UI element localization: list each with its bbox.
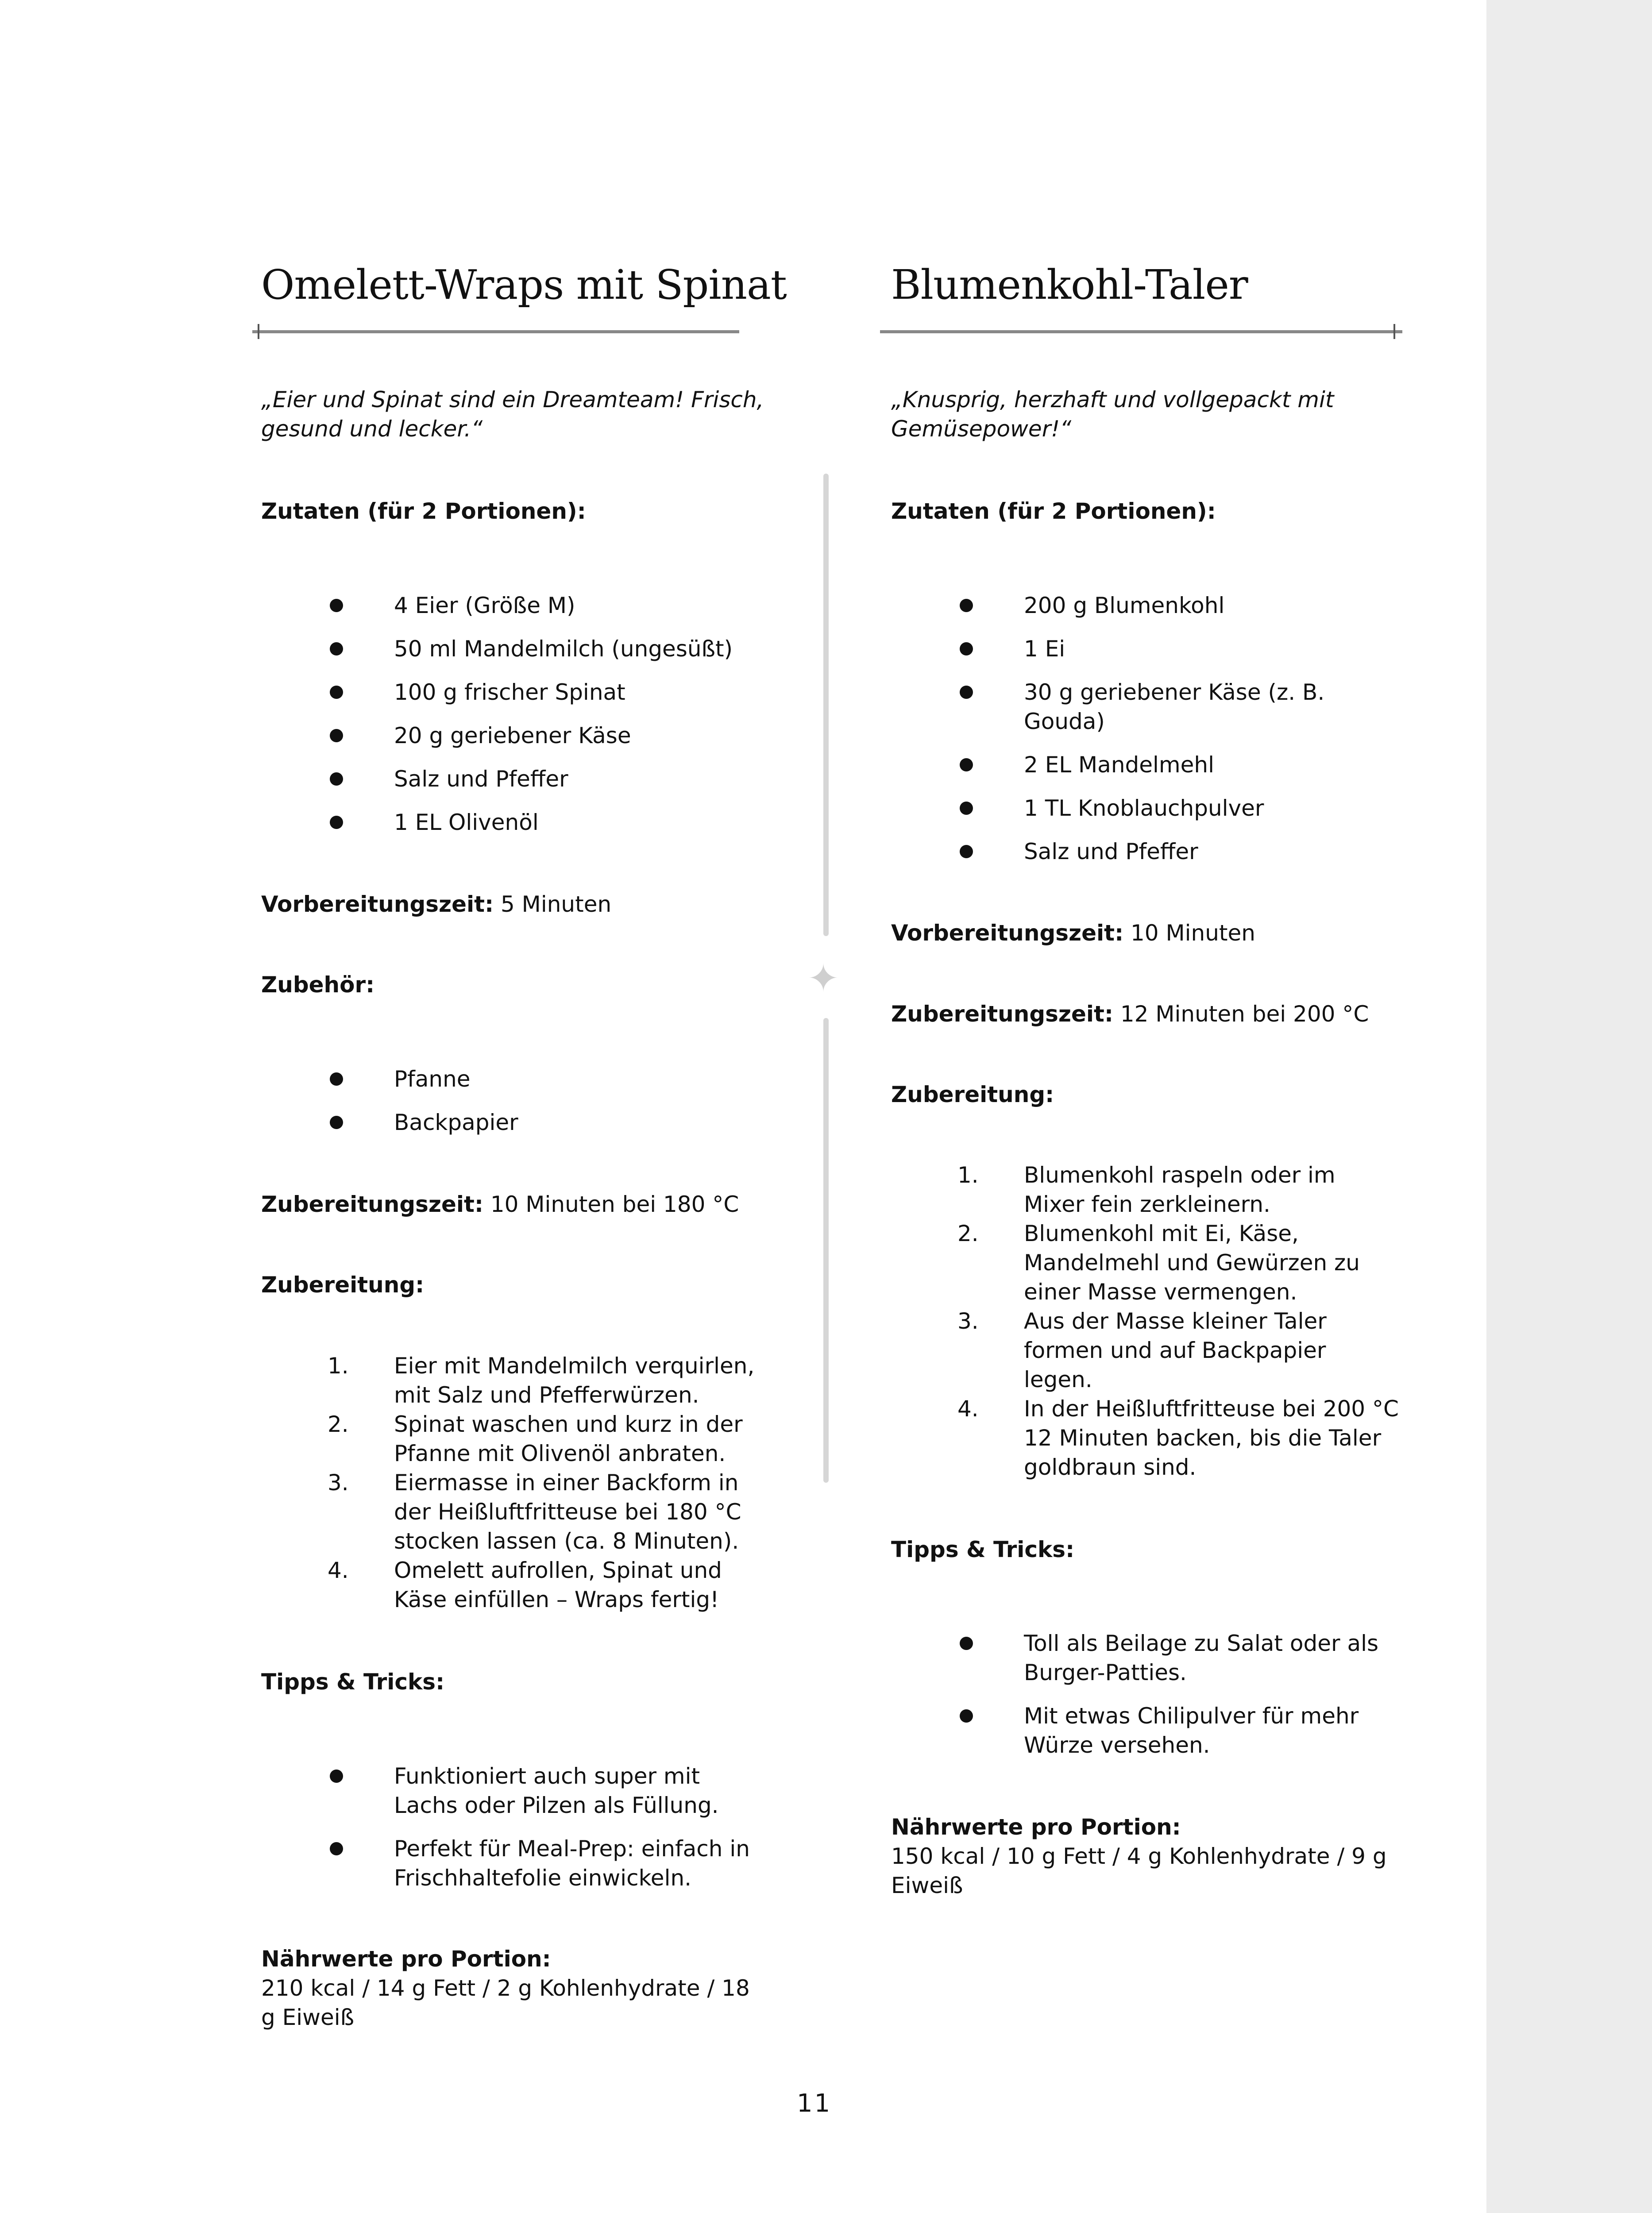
page-number: 11 <box>797 2089 832 2118</box>
tips-heading: Tipps & Tricks: <box>891 1537 1075 1562</box>
list-item: 2 EL Mandelmehl <box>891 750 1400 779</box>
cook-time-label: Zubereitungszeit: <box>261 1191 483 1217</box>
step-item <box>891 1394 1400 1482</box>
steps-list <box>261 1351 770 1614</box>
list-item: Perfekt für Meal-Prep: einfach in Frischhaltefolie einwickeln. <box>261 1834 770 1893</box>
step-number: 1. <box>328 1353 349 1379</box>
step-item <box>891 1219 1400 1307</box>
ingredients-list <box>261 591 792 837</box>
cook-time-label: Zubereitungszeit: <box>891 1001 1113 1027</box>
recipe-title: Omelett-Wraps mit Spinat <box>261 261 787 308</box>
list-item: 100 g frischer Spinat <box>261 678 792 707</box>
column-divider-bottom <box>823 1018 829 1483</box>
list-item: 4 Eier (Größe M) <box>261 591 792 620</box>
list-item: 30 g geriebener Käse (z. B. Gouda) <box>891 678 1400 736</box>
prep-time-label: Vorbereitungszeit: <box>261 891 494 917</box>
step-number: 2. <box>957 1221 979 1246</box>
list-item: Mit etwas Chilipulver für mehr Würze versehen. <box>891 1701 1400 1760</box>
nutrition-heading: Nährwerte pro Portion: <box>891 1814 1181 1840</box>
step-text: In der Heißluftfritteuse bei 200 °C 12 Minuten backen, bis die Taler goldbraun sind. <box>1024 1396 1399 1480</box>
step-number: 3. <box>328 1470 349 1496</box>
list-item: Salz und Pfeffer <box>261 764 792 794</box>
step-text: Omelett aufrollen, Spinat und Käse einfüllen – Wraps fertig! <box>394 1558 722 1612</box>
list-item: Backpapier <box>261 1108 792 1137</box>
step-item <box>891 1307 1400 1394</box>
recipe-title: Blumenkohl-Taler <box>891 261 1248 308</box>
list-item: 50 ml Mandelmilch (ungesüßt) <box>261 634 792 663</box>
step-item <box>261 1410 770 1468</box>
prep-time-label: Vorbereitungszeit: <box>891 920 1124 946</box>
step-text: Eier mit Mandelmilch verquirlen, mit Salz und Pfefferwürzen. <box>394 1353 755 1408</box>
step-text: Aus der Masse kleiner Taler formen und auf Backpapier legen. <box>1024 1308 1327 1392</box>
prep-time <box>891 918 1255 948</box>
nutrition-value: 210 kcal / 14 g Fett / 2 g Kohlenhydrate / 18 g Eiweiß <box>261 1975 750 2030</box>
step-text: Blumenkohl raspeln oder im Mixer fein zerkleinern. <box>1024 1162 1335 1217</box>
ingredients-list <box>891 591 1400 866</box>
ingredients-heading: Zutaten (für 2 Portionen): <box>261 498 586 524</box>
list-item: 1 Ei <box>891 634 1400 663</box>
equipment-list <box>261 1064 792 1137</box>
step-number: 1. <box>957 1162 979 1188</box>
prep-time <box>261 890 611 919</box>
step-item <box>261 1468 770 1556</box>
step-item <box>891 1160 1400 1219</box>
list-item: Toll als Beilage zu Salat oder als Burger-Patties. <box>891 1629 1400 1687</box>
cook-time <box>891 999 1369 1029</box>
ingredients-heading: Zutaten (für 2 Portionen): <box>891 498 1216 524</box>
cook-time <box>261 1190 739 1219</box>
steps-list <box>891 1160 1400 1482</box>
list-item: Funktioniert auch super mit Lachs oder Pilzen als Füllung. <box>261 1762 770 1820</box>
recipe-quote: „Knusprig, herzhaft und vollgepackt mit Gemüsepower!“ <box>891 387 1334 442</box>
tips-heading: Tipps & Tricks: <box>261 1669 445 1695</box>
prep-time-value: 10 Minuten <box>1123 920 1255 946</box>
list-item: 20 g geriebener Käse <box>261 721 792 750</box>
nutrition-value: 150 kcal / 10 g Fett / 4 g Kohlenhydrate / 9 g Eiweiß <box>891 1843 1387 1898</box>
list-item: Salz und Pfeffer <box>891 837 1400 866</box>
step-text: Blumenkohl mit Ei, Käse, Mandelmehl und Gewürzen zu einer Masse vermengen. <box>1024 1221 1360 1305</box>
cook-time-value: 10 Minuten bei 180 °C <box>483 1191 739 1217</box>
prep-time-value: 5 Minuten <box>494 891 612 917</box>
recipe-quote: „Eier und Spinat sind ein Dreamteam! Frisch, gesund und lecker.“ <box>261 387 764 442</box>
step-number: 2. <box>328 1411 349 1437</box>
steps-heading: Zubereitung: <box>891 1082 1054 1107</box>
cook-time-value: 12 Minuten bei 200 °C <box>1113 1001 1369 1027</box>
step-number: 4. <box>957 1396 979 1422</box>
step-item <box>261 1351 770 1410</box>
column-divider-top <box>823 474 829 936</box>
list-item: Pfanne <box>261 1064 792 1094</box>
equipment-heading: Zubehör: <box>261 972 375 998</box>
list-item: 1 EL Olivenöl <box>261 808 792 837</box>
step-number: 4. <box>328 1558 349 1583</box>
divider-ornament-icon: ✦ <box>807 956 840 1001</box>
tips-list <box>261 1762 770 1893</box>
rule-tick <box>1393 324 1395 339</box>
step-item <box>261 1556 770 1614</box>
title-underline <box>252 330 739 333</box>
tips-list <box>891 1629 1400 1760</box>
list-item: 200 g Blumenkohl <box>891 591 1400 620</box>
steps-heading: Zubereitung: <box>261 1272 425 1298</box>
step-number: 3. <box>957 1308 979 1334</box>
page-margin-sidebar <box>1486 0 1652 2213</box>
title-underline <box>880 330 1402 333</box>
rule-tick <box>258 324 259 339</box>
list-item: 1 TL Knoblauchpulver <box>891 794 1400 823</box>
step-text: Spinat waschen und kurz in der Pfanne mit Olivenöl anbraten. <box>394 1411 743 1466</box>
step-text: Eiermasse in einer Backform in der Heißluftfritteuse bei 180 °C stocken lassen (ca. 8 Minuten). <box>394 1470 741 1554</box>
nutrition-heading: Nährwerte pro Portion: <box>261 1946 551 1972</box>
